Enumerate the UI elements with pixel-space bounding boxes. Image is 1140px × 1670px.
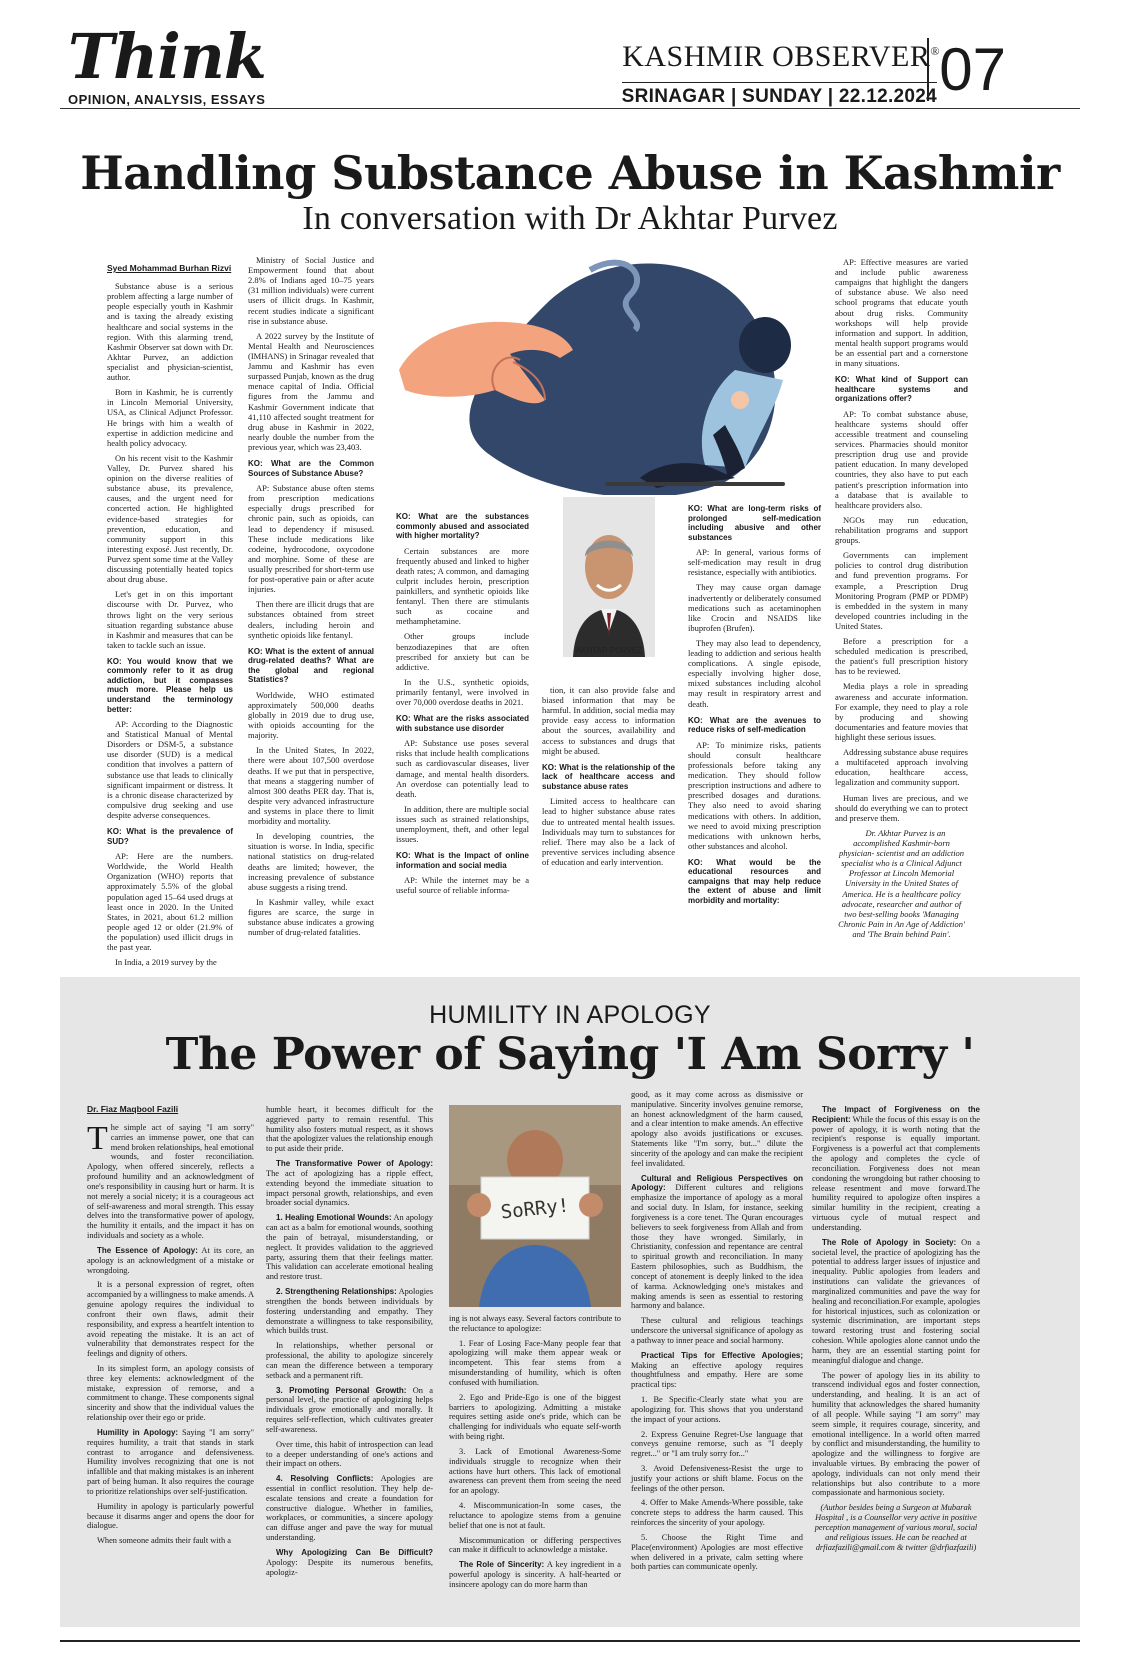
paragraph-text: An apology can act as a balm for emotional wounds, soothing the pain of betrayal, misunderstanding, or neglect. It provides validation to the aggrieved party, assuring them that their feelings matter. This validation can accelerate emotional healing and restore trust.	[266, 1213, 433, 1282]
subheaded-paragraph	[266, 1548, 433, 1577]
paragraph: Then there are illicit drugs that are substances obtained from street dealers, including heroin and synthetic opioids like fentanyl.	[248, 599, 374, 640]
paragraph-text: While the focus of this essay is on the power of apology, it is worth noting that the recipient's response is equally important. Forgiveness is a powerful act that complements the apology and completes the cycle of reconciliation. Forgiveness does not mean condoning the wrongdoing but rather choosing to release resentment and move forward.The humility required to apologize often inspires a similar humility in the recipient, creating a virtuous cycle of mutual respect and understanding.	[812, 1114, 980, 1232]
paragraph: 5. Choose the Right Time and Place(environment) Apologies are most effective when delivered in a private, calm setting where both parties can communicate openly.	[631, 1532, 803, 1572]
paragraph: 3. Lack of Emotional Awareness-Some individuals struggle to recognize when their actions have hurt others. This lack of emotional awareness can prevent them from seeing the need for an apology.	[449, 1446, 621, 1496]
article1-column-4	[542, 685, 675, 872]
run-in-heading: The Role of Sincerity:	[459, 1560, 545, 1570]
subheaded-paragraph	[87, 1428, 254, 1497]
run-in-heading: 1. Healing Emotional Wounds:	[276, 1213, 392, 1223]
subheaded-paragraph	[266, 1159, 433, 1208]
subheaded-paragraph	[812, 1238, 980, 1366]
article2-column-4	[631, 1090, 803, 1577]
interview-question: KO: What kind of Support can healthcare systems and organizations offer?	[835, 375, 968, 404]
paragraph: Humility in apology is particularly powerful because it disarms anger and opens the door for dialogue.	[87, 1501, 254, 1531]
paragraph: 2. Express Genuine Regret-Use language that conveys genuine remorse, such as "I deeply regret..." or "I am truly sorry for..."	[631, 1429, 803, 1459]
run-in-heading: The Transformative Power of Apology:	[276, 1159, 433, 1169]
paper-name	[622, 40, 940, 74]
paragraph: In India, a 2019 survey by the	[115, 957, 217, 968]
page-bottom-rule	[60, 1640, 1080, 1642]
paragraph: They may cause organ damage inadvertently or deliberately consumed medications such as acetaminophen like Crocin and NSAIDS like ibuprofen (Brufen).	[688, 582, 821, 633]
paragraph: Limited access to healthcare can lead to higher substance abuse rates due to untreated mental health issues. Individuals may turn to substances for relief. There may also be a lack of preventive services including absence of education and early intervention.	[542, 796, 675, 867]
paper-name-text: KASHMIR OBSERVER	[622, 40, 931, 73]
article1-column-5	[688, 497, 821, 911]
paragraph: A 2022 survey by the Institute of Mental Health and Neurosciences (IMHANS) in Srinagar revealed that Jammu and Kashmir has even surpassed Punjab, known as the drug menace capital of India. Official figures from the Jammu and Kashmir Government indicate that 41,110 affected sought treatment for drug abuse in Kashmir in 2022, nearly double the number from the previous year, which was 23,403.	[248, 330, 374, 452]
paragraph: Substance abuse is a serious problem affecting a large number of people especially youth in Kashmir and is taxing the already existing healthcare and social systems in the region. With this alarming trend, Kashmir Observer sat down with Dr. Akhtar Purvez, an addiction specialist and physician-scientist, author.	[107, 281, 233, 383]
paragraph: When someone admits their fault with a	[97, 1536, 231, 1546]
article2-column-2	[266, 1105, 433, 1582]
paragraph: It is a personal expression of regret, often accompanied by a willingness to make amends. A genuine apology requires the individual to confront their own flaws, admit their responsibility, and express a heartfelt intention to avoid repeating the mistake. It is an act of vulnerability that demonstrates respect for the feelings and dignity of others.	[87, 1280, 254, 1359]
paragraph: AP: Effective measures are varied and include public awareness campaigns that highlight the dangers of substance abuse. We also need school programs that educate youth about drug risks. Community workshops will help provide information and support. In addition, mental health support programs would be an essential part and a cornerstone in many situations.	[835, 257, 968, 369]
paragraph: Governments can implement policies to control drug distribution and fund prevention programs. For example, a Prescription Drug Monitoring Program (PMP or PDMP) is embedded in the system in many developed countries including in the United States.	[835, 550, 968, 631]
paragraph: AP: According to the Diagnostic and Statistical Manual of Mental Disorders or DSM-5, a substance use disorder (SUD) is a medical condition that involves a pattern of substance use that leads to clinically significant impairment or distress. It is a chronic disease characterized by compulsive drug seeking and use despite adverse consequences.	[107, 719, 233, 821]
subheaded-paragraph	[449, 1560, 621, 1589]
paragraph-text: The act of apologizing has a ripple effect, extending beyond the immediate situation to impact personal growth, relationships, and even broader social dynamics.	[266, 1168, 433, 1208]
subheaded-paragraph	[266, 1474, 433, 1543]
page-number: 07	[927, 38, 1006, 101]
run-in-heading: The Essence of Apology:	[97, 1245, 198, 1255]
subheaded-paragraph	[812, 1105, 980, 1233]
run-in-heading: Humility in Apology:	[97, 1427, 179, 1437]
interview-question: KO: What is the extent of annual drug-related deaths? What are the global and regional Statistics?	[248, 646, 374, 685]
article1-headline: Handling Substance Abuse in Kashmir	[80, 146, 1060, 200]
paragraph: 4. Offer to Make Amends-Where possible, take concrete steps to address the harm caused. This reinforces the sincerity of your apology.	[631, 1498, 803, 1528]
paragraph: In developing countries, the situation is worse. In India, specific national statistics on drug-related deaths are limited; however, the increasing prevalence of substance abuse suggests a rising trend.	[248, 831, 374, 892]
paragraph: Addressing substance abuse requires a multifaceted approach involving education, healthcare access, legalization and community support.	[835, 747, 968, 788]
paragraph: AP: To combat substance abuse, healthcare systems should offer accessible treatment and counseling services. Pharmacies should monitor prescription drug use and provide patient education. In many developed countries, they also have to put each patient's prescription information into a database that is available to healthcare providers also.	[835, 408, 968, 510]
article2-byline: Dr. Fiaz Maqbool Fazili	[87, 1104, 179, 1114]
paragraph: Let's get in on this important discourse with Dr. Purvez, who throws light on the very serious situation regarding substance abuse in Kashmir and measures that can be taken to tackle such an issue.	[107, 589, 233, 650]
paragraph: 1. Fear of Losing Face-Many people fear that apologizing will make them appear weak or incompetent. This fear stems from a misunderstanding of humility, which is often confused with humiliation.	[449, 1338, 621, 1387]
paragraph: AP: Substance use poses several risks that include health complications such as cardiovascular diseases, liver damage, and mental health disorders. An overdose can potentially lead to death.	[396, 738, 529, 799]
paragraph: 4. Miscommunication-In some cases, the reluctance to apologize stems from a genuine belief that one is not at fault.	[449, 1501, 621, 1530]
paragraph-text: Making an effective apology requires thoughtfulness and empathy. Here are some practical tips:	[631, 1360, 803, 1390]
dateline: SRINAGAR | SUNDAY | 22.12.2024	[622, 82, 937, 108]
article2-column-5	[812, 1105, 980, 1557]
paragraph: Worldwide, WHO estimated approximately 500,000 deaths globally in 2019 due to drug use, with opioids accounting for the majority.	[248, 689, 374, 741]
run-in-heading: Why Apologizing Can Be Difficult?	[276, 1547, 433, 1557]
drop-cap: T	[87, 1119, 108, 1157]
paragraph: 1. Be Specific-Clearly state what you are apologizing for. This shows that you understand the impact of your actions.	[631, 1395, 803, 1424]
paragraph-text: At its core, an apology is an acknowledgment of a mistake or wrongdoing.	[87, 1245, 255, 1275]
paragraph: Other groups include benzodiazepines that are often prescribed for anxiety but can be addictive.	[396, 631, 529, 672]
paragraph: NGOs may run education, rehabilitation programs and support groups.	[835, 514, 968, 546]
photo-caption: AKHTAR PURVEZ	[575, 646, 643, 655]
paragraph: AP: Substance abuse often stems from prescription medications especially drugs prescribed for chronic pain, such as opioids, can lead to dependency if misused. These include medications like codeine, hydrocodone, oxycodone and morphine. Some of these are usually prescribed for short-term use for post-operative pain or after acute injuries.	[248, 483, 374, 595]
paragraph: Over time, this habit of introspection can lead to a deeper understanding of one's actions and their impact on others.	[266, 1439, 433, 1469]
paragraph: ing is not always easy. Several factors contribute to the reluctance to apologize:	[449, 1314, 621, 1333]
paragraph-text: Different cultures and religions emphasize the importance of apology as a moral and social duty. In Islam, for instance, seeking forgiveness is a core tenet. The Quran encourages believers to seek forgiveness from Allah and from those they have wronged. Similarly, in Christianity, confession and repentance are central to spiritual growth and reconciliation. In many Eastern philosophies, such as Buddhism, the concept of atonement is deeply linked to the idea of karma. Acknowledging one's mistakes and making amends is seen as essential to restoring harmony and balance.	[631, 1183, 803, 1311]
subheaded-paragraph	[631, 1351, 803, 1390]
paragraph-text: Apologies strengthen the bonds between individuals by fostering understanding and empathy. They demonstrate a willingness to take responsibility, which builds trust.	[266, 1287, 434, 1336]
paragraph: 3. Avoid Defensiveness-Resist the urge to justify your actions or shift blame. Focus on the feelings of the other person.	[631, 1463, 803, 1493]
article1-column-3	[396, 505, 529, 901]
article1-byline: Syed Mohammad Burhan Rizvi	[107, 263, 232, 273]
author-photo-akhtar-purvez	[563, 497, 655, 657]
sorry-sign-photo	[449, 1105, 621, 1307]
paragraph: Media plays a role in spreading awareness and accurate information. For example, they need to play a role by producing and showing documentaries and feature movies that highlight these serious issues.	[835, 681, 968, 743]
interview-question: KO: What is the relationship of the lack of healthcare access and substance abuse rates	[542, 762, 675, 791]
paragraph: Certain substances are more frequently abused and linked to higher death rates; A common, and damaging culprit includes heroin, prescription painkillers, and synthetic opioids like fentanyl. Then there are stimulants such as cocaine and methamphetamine.	[396, 545, 529, 627]
paragraph: Born in Kashmir, he is currently in Lincoln Memorial University, USA, as Clinical Adjunct Professor. He brings with him a wealth of expertise in addiction medicine and health policy advocacy.	[107, 387, 233, 448]
paragraph: Human lives are precious, and we should do everything we can to protect and preserve them.	[835, 792, 968, 823]
paragraph: tion, it can also provide false and biased information that may be harmful. In addition, social media may provide easy access to information about the sources, availability and access to substances and drugs that might be abused.	[542, 685, 675, 756]
paragraph-text: Saying "I am sorry" requires humility, a trait that stands in stark contrast to arrogance and defensiveness. Humility involves recognizing that one is not infallible and that making mistakes is an inherent part of being human. It also requires the courage to prioritize relationships over self-justification.	[87, 1427, 254, 1496]
interview-question: KO: What would be the educational resources and campaigns that may help reduce the extent of abuse and limit morbidity and mortality:	[688, 857, 821, 905]
paragraph: In its simplest form, an apology consists of three key elements: acknowledgment of the mistake, expression of remorse, and a commitment to change. These components signal sincerity and show that the individual values the relationship over their ego or pride.	[87, 1363, 254, 1423]
sorry-photo-svg	[449, 1105, 621, 1307]
section-subtitle: OPINION, ANALYSIS, ESSAYS	[68, 92, 266, 107]
article1-column-1	[107, 263, 233, 972]
run-in-heading: 3. Promoting Personal Growth:	[276, 1385, 407, 1395]
paragraph-text: On a personal level, the practice of apologizing helps individuals grow emotionally and morally. It requires self-reflection, which cultivates greater self-awareness.	[266, 1385, 434, 1434]
subheaded-paragraph	[266, 1213, 433, 1282]
run-in-heading: Practical Tips for Effective Apologies;	[641, 1350, 803, 1360]
paragraph-text: Apologies are essential in conflict resolution. They help de-escalate tensions and create a foundation for constructive dialogue. Whether in families, workplaces, or communities, a sincere apology can diffuse anger and pave the way for mutual understanding.	[266, 1474, 433, 1543]
section-title: Think	[68, 20, 266, 93]
subheaded-paragraph	[631, 1174, 803, 1312]
paragraph: In Kashmir valley, while exact figures are scarce, the surge in substance abuse indicates a growing number of drug-related fatalities.	[248, 896, 374, 938]
article2-column-3	[449, 1314, 621, 1595]
sign-text: SoRRy!	[499, 1194, 571, 1224]
paragraph-text: On a societal level, the practice of apologizing has the potential to address larger issues of injustice and inequality. Public apologies from leaders and institutions can validate the grievances of marginalized communities and pave the way for healing and reconciliation.For example, apologies for historical injustices, such as colonization or systemic discrimination, are important steps toward restoring trust and fostering social cohesion. While apologies alone cannot undo the harm, they are an essential starting point for meaningful dialogue and change.	[812, 1237, 981, 1365]
registered-mark: ®	[930, 44, 940, 58]
interview-question: KO: What are the substances commonly abused and associated with higher mortality?	[396, 512, 529, 541]
paragraph: Miscommunication or differing perspectives can make it difficult to acknowledge a mistake.	[449, 1535, 621, 1555]
paragraph: In addition, there are multiple social issues such as strained relationships, unemployment, theft, and other legal issues.	[396, 803, 529, 845]
subheaded-paragraph	[266, 1386, 433, 1435]
paragraph: humble heart, it becomes difficult for the aggrieved party to remain resentful. This humility also fosters mutual respect, as it shows that the apologizer values the relationship enough to put aside their pride.	[266, 1105, 433, 1154]
paragraph-text: he simple act of saying "I am sorry" carries an immense power, one that can mend broken relationships, heal emotional wounds, and foster reconciliation. Apology, when offered sincerely, reflects a profound humility and an acknowledgment of one's responsibility in causing hurt or harm. It is not merely a social nicety; it is a courageous act of self-awareness and moral strength. This essay delves into the transformative power of apology, the humility it entails, and the impact it has on individuals and society as a whole.	[87, 1122, 254, 1241]
opening-paragraph	[87, 1119, 254, 1241]
paragraph: In the United States, In 2022, there were about 107,500 overdose deaths. If we put that in perspective, that means a staggering number of almost 300 deaths PER day. That is, despite very advanced infrastructure and systems in place there to limit morbidity and mortality.	[248, 745, 374, 827]
run-in-heading: Cultural and Religious Perspectives on Apology:	[631, 1173, 803, 1193]
interview-question: KO: What are the risks associated with substance use disorder	[396, 714, 529, 733]
article1-column-2	[248, 255, 374, 942]
subheaded-paragraph	[87, 1246, 254, 1275]
interview-question: KO: What are long-term risks of prolonged self-medication including abusive and other substances	[688, 504, 821, 542]
paragraph-text: Apology: Despite its numerous benefits, apologiz-	[266, 1557, 433, 1577]
paragraph: These cultural and religious teachings underscore the universal significance of apology as a pathway to inner peace and social harmony.	[631, 1316, 803, 1345]
interview-question: KO: What is the Impact of online information and social media	[396, 851, 529, 870]
article1-column-6	[835, 257, 968, 944]
paragraph: AP: While the internet may be a useful source of reliable informa-	[396, 875, 529, 896]
paragraph: They may also lead to dependency, leading to addiction and serious health complications. A single episode, especially involving higher dose, mixed substances including alcohol may result in respiratory arrest and death.	[688, 637, 821, 709]
article2-headline: The Power of Saying 'I Am Sorry '	[165, 1029, 975, 1080]
paragraph: Before a prescription for a scheduled medication is prescribed, the patient's full prescription history has to be reviewed.	[835, 636, 968, 677]
author-bio: Dr. Akhtar Purvez is an accomplished Kashmir-born physician- scientist and an addiction specialist who is a Clinical Adjunct Professor at Lincoln Memorial University in the United States of America. He is a healthcare policy advocate, researcher and author of two best-selling books 'Managing Chronic Pain in An Age of Addiction' and 'The Brain behind Pain'.	[838, 827, 965, 939]
masthead-rule	[60, 108, 1080, 109]
paragraph: good, as it may come across as dismissive or manipulative. Sincerity involves genuine remorse, an honest acknowledgment of the harm caused, and a clear intention to make amends. An effective apology also avoids justifications or excuses. Statements like "I'm sorry, but..." dilute the sincerity of the apology and can make the recipient feel invalidated.	[631, 1090, 803, 1168]
paragraph: Ministry of Social Justice and Empowerment found that about 2.8% of Indians aged 10–75 years (31 million individuals) were current users of illicit drugs. In Kashmir, recent studies indicate a significant rise in substance abuse.	[248, 255, 374, 326]
paragraph-text: A key ingredient in a powerful apology is sincerity. A half-hearted or insincere apology can do more harm than	[449, 1560, 622, 1589]
author-bio: (Author besides being a Surgeon at Mubarak Hospital , is a Counsellor very active in positive perception management of various moral, social and religious issues. He can be reached at drfiazfazili@gmail.com & twitter @drfiazfazili)	[814, 1503, 978, 1552]
subheaded-paragraph	[266, 1287, 433, 1336]
paragraph: In the U.S., synthetic opioids, primarily fentanyl, were involved in over 70,000 overdose deaths in 2021.	[396, 676, 529, 708]
article1-subheadline: In conversation with Dr Akhtar Purvez	[302, 200, 838, 237]
run-in-heading: 4. Resolving Conflicts:	[276, 1474, 374, 1484]
paragraph: In relationships, whether personal or professional, the ability to apologize sincerely can mean the difference between a temporary setback and a permanent rift.	[266, 1341, 433, 1380]
portrait-svg	[563, 497, 655, 657]
illustration-svg	[395, 250, 825, 495]
article2-column-1	[87, 1105, 254, 1551]
paragraph: The power of apology lies in its ability to transcend individual egos and foster connection, understanding, and healing. It is an act of humility that acknowledges the shared humanity of all people. While saying "I am sorry" may seem simple, it requires courage, sincerity, and emotional intelligence. In a world often marred by conflict and misunderstanding, the humility to apologize and the willingness to forgive are invaluable virtues. By embracing the power of apology, individuals can not only mend their relationships but also contribute to a more compassionate and harmonious society.	[812, 1370, 980, 1498]
interview-question: KO: What is the prevalence of SUD?	[107, 827, 233, 846]
run-in-heading: The Impact of Forgiveness on the Recipient:	[812, 1105, 980, 1124]
paragraph: AP: Here are the numbers. Worldwide, the World Health Organization (WHO) reports that approximately 5.5% of the global population aged 15–64 used drugs at least once in 2020. In the United States, in 2021, about 61.2 million people aged 12 or older (21.9% of the population) used illicit drugs in the past year.	[107, 851, 233, 953]
paragraph: On his recent visit to the Kashmir Valley, Dr. Purvez shared his opinion on the diverse realities of substance abuse, its prevalence, causes, and the urgent need for concerted action. He highlighted evidence-based strategies for prevention, education, and community support in this interesting exposé. Just recently, Dr. Purvez spent some time at the Valley discussing potentially heated topics about drug abuse.	[107, 452, 233, 585]
interview-question: KO: You would know that we commonly refer to it as drug addiction, but it compasses much more. Please help us understand the terminology better:	[107, 656, 233, 714]
substance-abuse-illustration	[395, 250, 825, 495]
interview-question: KO: What are the avenues to reduce risks of self-medication	[688, 715, 821, 735]
article2-kicker: HUMILITY IN APOLOGY	[429, 1001, 711, 1029]
run-in-heading: The Role of Apology in Society:	[822, 1237, 957, 1247]
paragraph: 2. Ego and Pride-Ego is one of the biggest barriers to apologizing. Admitting a mistake requires setting aside one's pride, which can be challenging for individuals who equate self-worth with being right.	[449, 1392, 621, 1442]
interview-question: KO: What are the Common Sources of Substance Abuse?	[248, 459, 374, 478]
run-in-heading: 2. Strengthening Relationships:	[276, 1287, 397, 1297]
paragraph: AP: To minimize risks, patients should consult healthcare professionals before taking any medication. They should follow prescription instructions and adhere to prescribed dosages and durations. They also need to avoid sharing medications with others. In addition, we need to avoid mixing prescription medications with unknown herbs, other substances and alcohol.	[688, 739, 821, 851]
paragraph: AP: In general, various forms of self-medication may result in drug resistance, especially with antibiotics.	[688, 547, 821, 578]
